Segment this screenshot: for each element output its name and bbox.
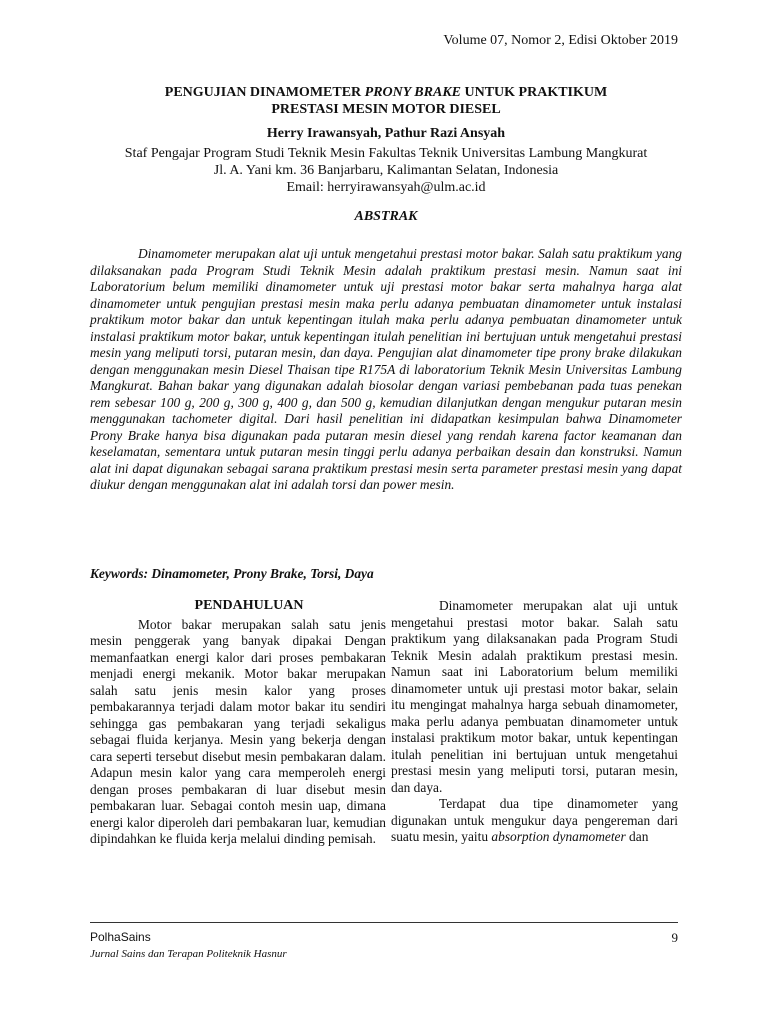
title-italic: PRONY BRAKE bbox=[364, 85, 461, 100]
para2-end: dan bbox=[625, 829, 649, 844]
abstract-heading: ABSTRAK bbox=[354, 209, 418, 224]
title-part2: UNTUK PRAKTIKUM bbox=[461, 85, 608, 100]
keywords: Keywords: Dinamometer, Prony Brake, Torsi, Daya bbox=[90, 566, 374, 581]
title-line2: PRESTASI MESIN MOTOR DIESEL bbox=[271, 102, 501, 117]
intro-right-paragraph-1: Dinamometer merupakan alat uji untuk mengetahui prestasi motor bakar. Salah satu praktikum yang dilaksanakan pada Program Studi Teknik Mesin adalah praktikum prestasi mesin. Namun saat ini Laboratorium belum memiliki dinamometer untuk uji prestasi motor bakar, selain itu mengingat mahalnya harga sebuah dinamometer, maka perlu adanya pembuatan dinamometer untuk instalasi praktikum motor bakar, untuk kepentingan itulah penelitian ini bertujuan untuk mengetahui prestasi mesin yang meliputi torsi, putaran mesin, dan daya. bbox=[391, 598, 678, 795]
affiliation-line1: Staf Pengajar Program Studi Teknik Mesin Fakultas Teknik Universitas Lambung Mangkurat bbox=[124, 146, 648, 161]
affiliation bbox=[80, 145, 692, 196]
para2-italic: absorption dynamometer bbox=[491, 829, 626, 844]
intro-right-paragraph-2 bbox=[391, 796, 678, 846]
footer-divider bbox=[90, 922, 678, 923]
volume-header: Volume 07, Nomor 2, Edisi Oktober 2019 bbox=[443, 33, 678, 48]
page-number: 9 bbox=[671, 930, 678, 945]
left-column bbox=[90, 598, 386, 848]
affiliation-email: Email: herryirawansyah@ulm.ac.id bbox=[286, 180, 486, 195]
journal-subtitle: Jurnal Sains dan Terapan Politeknik Hasnur bbox=[90, 948, 287, 960]
affiliation-line2: Jl. A. Yani km. 36 Banjarbaru, Kalimantan Selatan, Indonesia bbox=[213, 163, 559, 178]
authors: Herry Irawansyah, Pathur Razi Ansyah bbox=[266, 126, 506, 141]
right-column bbox=[391, 598, 678, 846]
paper-title bbox=[90, 84, 682, 118]
section-heading-pendahuluan: PENDAHULUAN bbox=[194, 598, 304, 613]
para2-start: Terdapat dua tipe dinamometer yang digunakan untuk mengukur daya pengereman dari suatu mesin, yaitu bbox=[391, 796, 678, 844]
intro-left-paragraph: Motor bakar merupakan salah satu jenis mesin penggerak yang banyak dipakai Dengan memanfaatkan energi kalor dari proses pembakaran menjadi energi mekanik. Motor bakar merupakan salah satu jenis mesin kalor yang proses pembakarannya terjadi dalam motor bakar itu sendiri sehingga gas pembakaran yang terjadi sekaligus sebagai fluida kerjanya. Mesin yang bekerja dengan cara seperti tersebut disebut mesin pembakaran dalam. Adapun mesin kalor yang cara memperoleh energi dengan proses pembakaran di luar disebut mesin pembakaran luar. Sebagai contoh mesin uap, dimana energi kalor diperoleh dari pembakaran luar, kemudian dipindahkan ke fluida kerja melalui dinding pemisah. bbox=[90, 616, 386, 846]
journal-name: PolhaSains bbox=[90, 930, 151, 944]
abstract-text: Dinamometer merupakan alat uji untuk mengetahui prestasi motor bakar. Salah satu praktikum yang dilaksanakan pada Program Studi Teknik Mesin adalah praktikum prestasi mesin. Namun saat ini Laboratorium belum memiliki dinamometer untuk uji prestasi motor bakar serta mahalnya harga alat dinamometer untuk pengujian prestasi mesin maka perlu adanya pembuatan dinamometer untuk instalasi praktikum motor bakar dan untuk kepentingan itulah maka perlu adanya pembuatan dinamometer untuk instalasi praktikum motor bakar, untuk kepentingan itulah penelitian ini bertujuan untuk mengetahui prestasi mesin yang meliputi torsi, putaran mesin, dan daya. Pengujian alat dinamometer tipe prony brake dilakukan dengan menggunakan mesin Diesel Thaisan tipe R175A di laboratorium Teknik Mesin Universitas Lambung Mangkurat. Bahan bakar yang digunakan adalah biosolar dengan variasi pembebanan pada tuas penekan rem sebesar 100 g, 200 g, 300 g, 400 g, dan 500 g, kemudian dilanjutkan dengan mengukur putaran mesin menggunakan tachometer digital. Dari hasil penelitian ini didapatkan kesimpulan bahwa Dinamometer Prony Brake hanya bisa digunakan pada putaran mesin diesel yang rendah karena factor keamanan dan keselamatan, sementara untuk putaran mesin tinggi perlu adanya perbaikan desain dan konstruksi. Namun alat ini dapat digunakan sebagai sarana praktikum prestasi mesin serta parameter prestasi mesin yang dapat diukur dengan menggunakan alat ini adalah torsi dan power mesin. bbox=[90, 246, 682, 492]
title-part1: PENGUJIAN DINAMOMETER bbox=[164, 85, 365, 100]
